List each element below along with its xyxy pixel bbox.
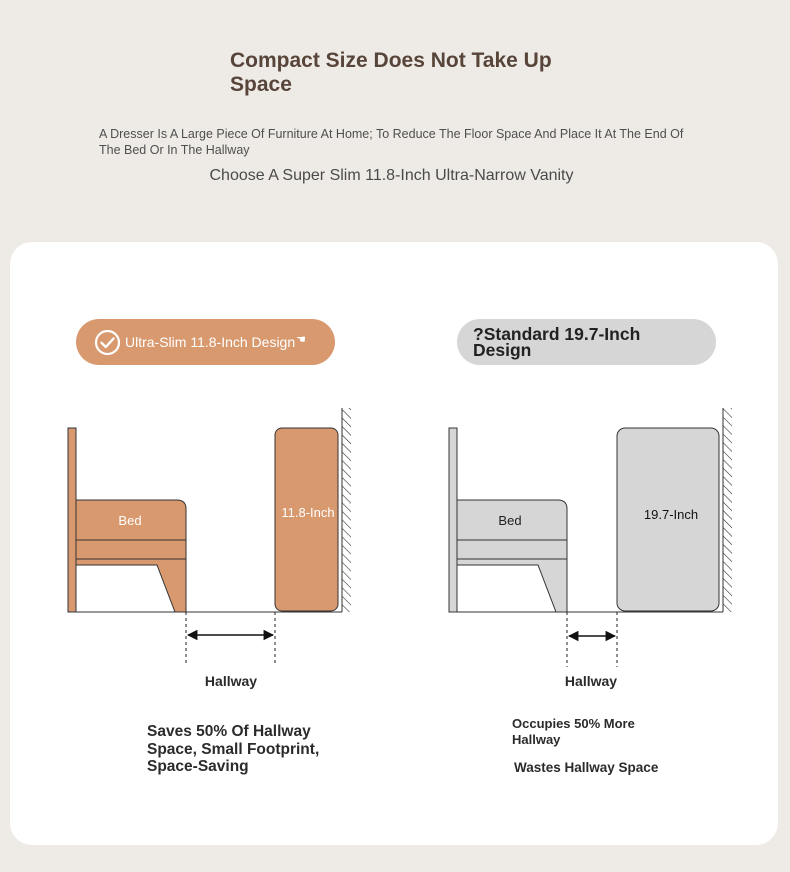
slim-design-badge-label: Ultra-Slim 11.8-Inch Design: [125, 334, 296, 350]
page-title: Compact Size Does Not Take Up Space: [230, 49, 552, 96]
bed-headboard: [449, 428, 457, 612]
page-subtitle: A Dresser Is A Large Piece Of Furniture At Home; To Reduce The Floor Space And Place It At The End Of The Bed Or In The Hallway: [99, 127, 684, 157]
slim-layout-diagram: [68, 408, 351, 689]
bed-headboard: [68, 428, 76, 612]
pointing-hand-icon: ☚: [296, 333, 307, 346]
standard-layout-diagram: [449, 408, 732, 689]
standard-design-badge-label: ?Standard 19.7-Inch Design: [473, 324, 641, 360]
standard-drawback-note: Occupies 50% More Hallway: [512, 716, 635, 747]
bed-label: Bed: [498, 513, 522, 528]
standard-dresser-label: 19.7-Inch: [643, 507, 699, 522]
standard-waste-note: Wastes Hallway Space: [514, 760, 659, 775]
hallway-label: Hallway: [564, 673, 618, 689]
slim-benefit-note: Saves 50% Of Hallway Space, Small Footprint, Space-Saving: [147, 723, 320, 775]
wall-hatch: [723, 408, 732, 612]
bed-label: Bed: [118, 513, 142, 528]
slim-dresser-label: 11.8-Inch: [281, 505, 335, 520]
wall-hatch: [342, 408, 351, 612]
page-tagline: Choose A Super Slim 11.8-Inch Ultra-Narrow Vanity: [209, 167, 574, 184]
hallway-label: Hallway: [204, 673, 258, 689]
